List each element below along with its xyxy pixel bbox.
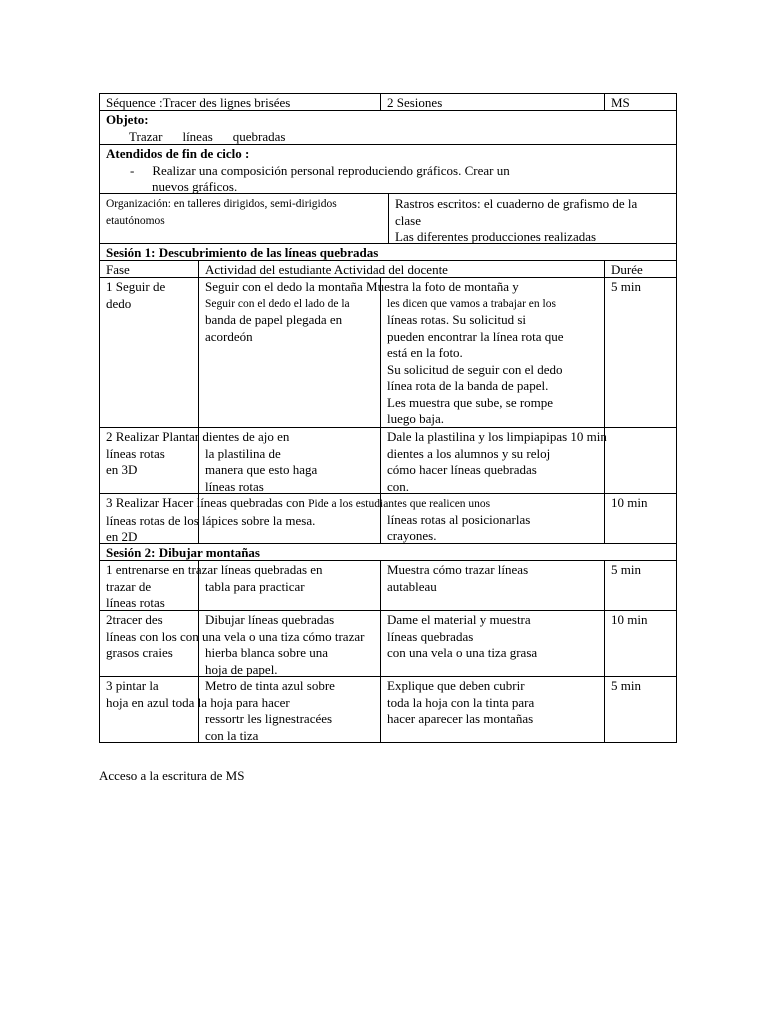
cell-line: Seguir con el dedo el lado de la <box>205 297 350 310</box>
expected-line <box>106 163 670 180</box>
session1-title-row <box>99 244 677 261</box>
cell-line: grasos craies <box>106 645 173 660</box>
duration-cell: 5 min <box>604 561 676 610</box>
cell-line: hoja de papel. <box>205 661 278 677</box>
teacher-activity-cell <box>380 278 604 427</box>
cell-line: tabla para practicar <box>205 578 305 594</box>
cell-line: Dibujar líneas quebradas <box>205 612 335 627</box>
duration-cell: 10 min <box>604 611 676 676</box>
cell-line: Dame el material y muestra <box>387 612 531 627</box>
cell-line: Les muestra que sube, se rompe <box>387 394 554 410</box>
column-header-row <box>99 261 677 278</box>
table-row <box>99 611 677 677</box>
objective-row <box>99 111 677 145</box>
expected-text: Realizar una composición personal reproduciendo gráficos. Crear un <box>152 162 510 178</box>
cell-line: líneas con los con una vela o una tiza cómo trazar <box>106 628 365 644</box>
table-row <box>99 494 677 544</box>
objective-cell <box>100 111 676 146</box>
cell-line: luego baja. <box>387 411 445 426</box>
expected-label: Atendidos de fin de ciclo : <box>106 146 250 161</box>
written-traces-line: clase <box>395 212 421 228</box>
cell-line: 1 entrenarse en trazar líneas quebradas en <box>106 562 323 577</box>
cell-line: líneas rotas al posicionarlas <box>387 511 531 527</box>
cell-line: hoja en azul toda la hoja para hacer <box>106 694 290 710</box>
duration-cell: 5 min <box>604 677 676 742</box>
cell-line: acordeón <box>205 328 253 344</box>
cell-line: cómo hacer líneas quebradas <box>387 462 537 477</box>
objective-word: Trazar <box>129 128 163 144</box>
cell-line: autableau <box>387 578 437 594</box>
teacher-activity-cell <box>380 561 604 610</box>
sessions-count: 2 Sesiones <box>380 94 604 110</box>
cell-line: Muestra cómo trazar líneas <box>387 562 529 577</box>
cell-line: ressortr les lignestracées <box>205 711 333 726</box>
session2-title: Sesión 2: Dibujar montañas <box>106 545 260 560</box>
written-traces-cell <box>388 194 676 243</box>
cell-line: Explique que deben cubrir <box>387 678 525 693</box>
cell-line: con. <box>387 478 410 494</box>
cell-line: manera que esto haga <box>205 462 318 477</box>
cell-line: con la tiza <box>205 727 259 743</box>
cell-text: 3 Realizar Hacer líneas quebradas con <box>106 495 305 510</box>
table-row <box>99 561 677 611</box>
cell-line: pueden encontrar la línea rota que <box>387 328 564 344</box>
teacher-activity-cell <box>380 611 604 676</box>
bullet: - <box>130 162 135 178</box>
cell-line: líneas rotas. Su solicitud si <box>387 312 527 327</box>
objective-word: quebradas <box>232 128 286 144</box>
written-traces-line: Las diferentes producciones realizadas <box>395 229 597 244</box>
level-label: MS <box>604 94 676 110</box>
teacher-activity-cell <box>380 428 607 494</box>
expected-row <box>99 145 677 194</box>
session1-title: Sesión 1: Descubrimiento de las líneas quebradas <box>106 245 379 260</box>
cell-line: la plastilina de <box>205 445 281 461</box>
cell-line: Metro de tinta azul sobre <box>205 678 335 693</box>
expected-line: nuevos gráficos. <box>152 179 238 194</box>
cell-line: Seguir con el dedo la montaña Muestra la foto de montaña y <box>205 279 519 294</box>
cell-line: líneas rotas <box>106 595 165 610</box>
activity-header: Actividad del estudiante Actividad del docente <box>198 261 604 277</box>
cell-line: hierba blanca sobre una <box>205 645 329 660</box>
cell-line: 2 Realizar Plantar dientes de ajo en <box>106 429 290 444</box>
table-row <box>99 428 677 494</box>
sequence-title: Séquence :Tracer des lignes brisées <box>106 95 291 110</box>
duration-cell: 10 min <box>604 494 676 543</box>
cell-line: crayones. <box>387 528 437 543</box>
header-row <box>99 93 677 111</box>
cell-line: línea rota de la banda de papel. <box>387 378 549 393</box>
cell-line: líneas rotas <box>106 445 165 461</box>
teacher-activity-cell <box>380 677 604 742</box>
cell-line: Su solicitud de seguir con el dedo <box>387 361 563 377</box>
cell-line: en 2D <box>106 529 138 544</box>
objective-label: Objeto: <box>106 112 149 127</box>
cell-line: dedo <box>106 295 132 311</box>
expected-cell <box>100 145 676 197</box>
cell-line: trazar de <box>106 578 152 594</box>
cell-line: les dicen que vamos a trabajar en los <box>387 297 556 310</box>
organization-line: Organización: en talleres dirigidos, semi-dirigidos <box>106 198 337 210</box>
duration-cell: 5 min <box>604 278 676 427</box>
cell-line: en 3D <box>106 462 138 477</box>
cell-text: Pide a los estudiantes que realicen unos <box>308 498 491 510</box>
objective-word: líneas <box>182 128 213 144</box>
cell-line: 3 pintar la <box>106 678 159 693</box>
table-row <box>99 278 677 428</box>
cell-line: 2tracer des <box>106 612 163 627</box>
cell-line: Dale la plastilina y los limpiapipas 10 min <box>387 429 607 444</box>
cell-line: está en la foto. <box>387 345 463 360</box>
cell-line: dientes a los alumnos y su reloj <box>387 445 551 461</box>
phase-cell <box>100 278 198 427</box>
footer-text: Acceso a la escritura de MS <box>99 768 245 783</box>
organization-cell <box>100 194 388 243</box>
cell-line: hacer aparecer las montañas <box>387 711 534 726</box>
phase-header: Fase <box>106 262 130 277</box>
cell-line <box>106 495 491 513</box>
cell-line: 1 Seguir de <box>106 279 166 294</box>
duration-header: Durée <box>604 261 676 277</box>
written-traces-line: Rastros escritos: el cuaderno de grafismo de la <box>395 196 638 211</box>
organization-line: etautónomos <box>106 215 165 227</box>
cell-line: líneas rotas <box>205 478 264 494</box>
lesson-table <box>99 93 677 743</box>
cell-line: banda de papel plegada en <box>205 312 343 327</box>
cell-line: líneas quebradas <box>387 628 474 644</box>
cell-line: toda la hoja con la tinta para <box>387 694 535 710</box>
cell-line: con una vela o una tiza grasa <box>387 645 538 660</box>
table-row <box>99 677 677 743</box>
organization-row <box>99 194 677 244</box>
session2-title-row <box>99 544 677 561</box>
duration-cell <box>604 428 676 493</box>
objective-text <box>106 129 670 146</box>
cell-line: líneas rotas de los lápices sobre la mesa. <box>106 512 316 528</box>
